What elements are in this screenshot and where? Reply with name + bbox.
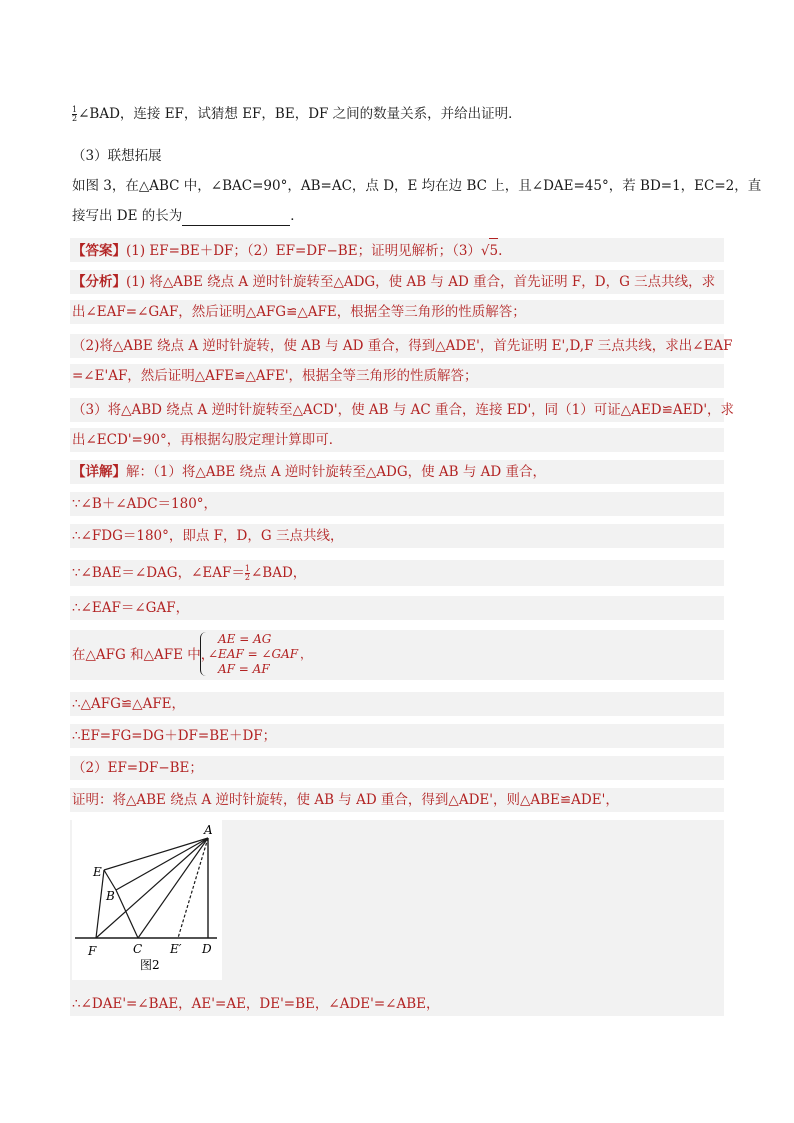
system-end: ，: [300, 647, 313, 661]
detail-line-4: ∵∠BAE＝∠DAG，∠EAF＝ $\frac{1}{2}$ ∠BAD，: [70, 560, 724, 586]
label-D: D: [202, 942, 212, 956]
label-E: E: [93, 865, 102, 879]
analysis-line-6: 出∠ECD'=90°，再根据勾股定理计算即可．: [70, 428, 724, 452]
detail-line-1: 【详解】解：（1）将△ABE 绕点 A 逆时针旋转至△ADG，使 AB 与 AD 重合，: [70, 460, 724, 484]
segment-AE: [104, 838, 208, 870]
segment-EB: [104, 870, 116, 890]
answer-blank: [182, 211, 290, 226]
segment-EF: [96, 870, 104, 938]
figure-caption: 图2: [140, 958, 160, 972]
label-E-prime: E′: [170, 942, 182, 956]
detail-line-3: ∴∠FDG＝180°，即点 F，D，G 三点共线，: [70, 524, 724, 548]
label-C: C: [133, 942, 143, 956]
detail-line-8: ∴EF=FG=DG＋DF=BE＋DF；: [70, 724, 724, 748]
segment-AF: [96, 838, 208, 938]
analysis-line-3: （2)将△ABE 绕点 A 逆时针旋转，使 AB 与 AD 重合，得到△ADE'，首先证明 E',D,F 三点共线，求出∠EAF: [70, 334, 724, 358]
geometry-figure-2: [72, 820, 222, 980]
fraction-half: $\frac{1}{2}$: [72, 105, 78, 123]
segment-AC: [138, 838, 208, 938]
label-A: A: [204, 823, 213, 837]
system-eq-3: AF = AF: [218, 662, 270, 676]
answer-line: 【答案】(1) EF=BE＋DF；（2）EF=DF−BE；证明见解析；（3）√5.: [70, 238, 724, 262]
fraction-half: $\frac{1}{2}$: [244, 564, 250, 582]
detail-line-5: ∴∠EAF＝∠GAF，: [70, 596, 724, 620]
question-line-1: $\frac{1}{2}$ ∠BAD，连接 EF，试猜想 EF，BE，DF 之间的数量关系，并给出证明．: [72, 105, 522, 123]
analysis-line-4: =∠E'AF，然后证明△AFE≌△AFE'，根据全等三角形的性质解答；: [70, 364, 724, 388]
detail-line-7: ∴△AFG≌△AFE，: [70, 692, 724, 716]
detail-line-11: ∴∠DAE'=∠BAE，AE'=AE，DE'=BE，∠ADE'=∠ABE，: [70, 992, 724, 1016]
analysis-line-2: 出∠EAF=∠GAF，然后证明△AFG≌△AFE，根据全等三角形的性质解答；: [70, 300, 724, 324]
part3-line-1: 如图 3，在△ABC 中，∠BAC=90°，AB=AC，点 D，E 均在边 BC 上，且∠DAE=45°，若 BD=1，EC=2，直: [72, 178, 762, 194]
analysis-line-5: （3）将△ABD 绕点 A 逆时针旋转至△ACD'，使 AB 与 AC 重合，连接 ED'，同（1）可证△AED≌AED'，求: [70, 398, 724, 422]
system-eq-1: AE = AG: [218, 632, 272, 646]
label-B: B: [106, 889, 115, 903]
figure-svg: [72, 820, 222, 980]
left-brace: [200, 632, 208, 676]
detail-line-9: （2）EF=DF−BE；: [70, 756, 724, 780]
part3-line-2: 接写出 DE 的长为 ．: [72, 208, 304, 224]
label-F: F: [88, 944, 97, 958]
detail-line-10: 证明：将△ABE 绕点 A 逆时针旋转，使 AB 与 AD 重合，得到△ADE'，则△ABE≌ADE'，: [70, 788, 724, 812]
congruence-system: [186, 630, 316, 678]
part3-title: （3）联想拓展: [72, 148, 162, 164]
segment-BC: [116, 890, 138, 938]
detail-line-2: ∵∠B＋∠ADC＝180°，: [70, 492, 724, 516]
system-eq-2: ∠EAF = ∠GAF: [208, 647, 299, 661]
detail-line-6: 在△AFG 和△AFE 中，: [70, 630, 724, 680]
analysis-line-1: 【分析】(1) 将△ABE 绕点 A 逆时针旋转至△ADG，使 AB 与 AD 重合，首先证明 F，D，G 三点共线，求: [70, 270, 724, 294]
